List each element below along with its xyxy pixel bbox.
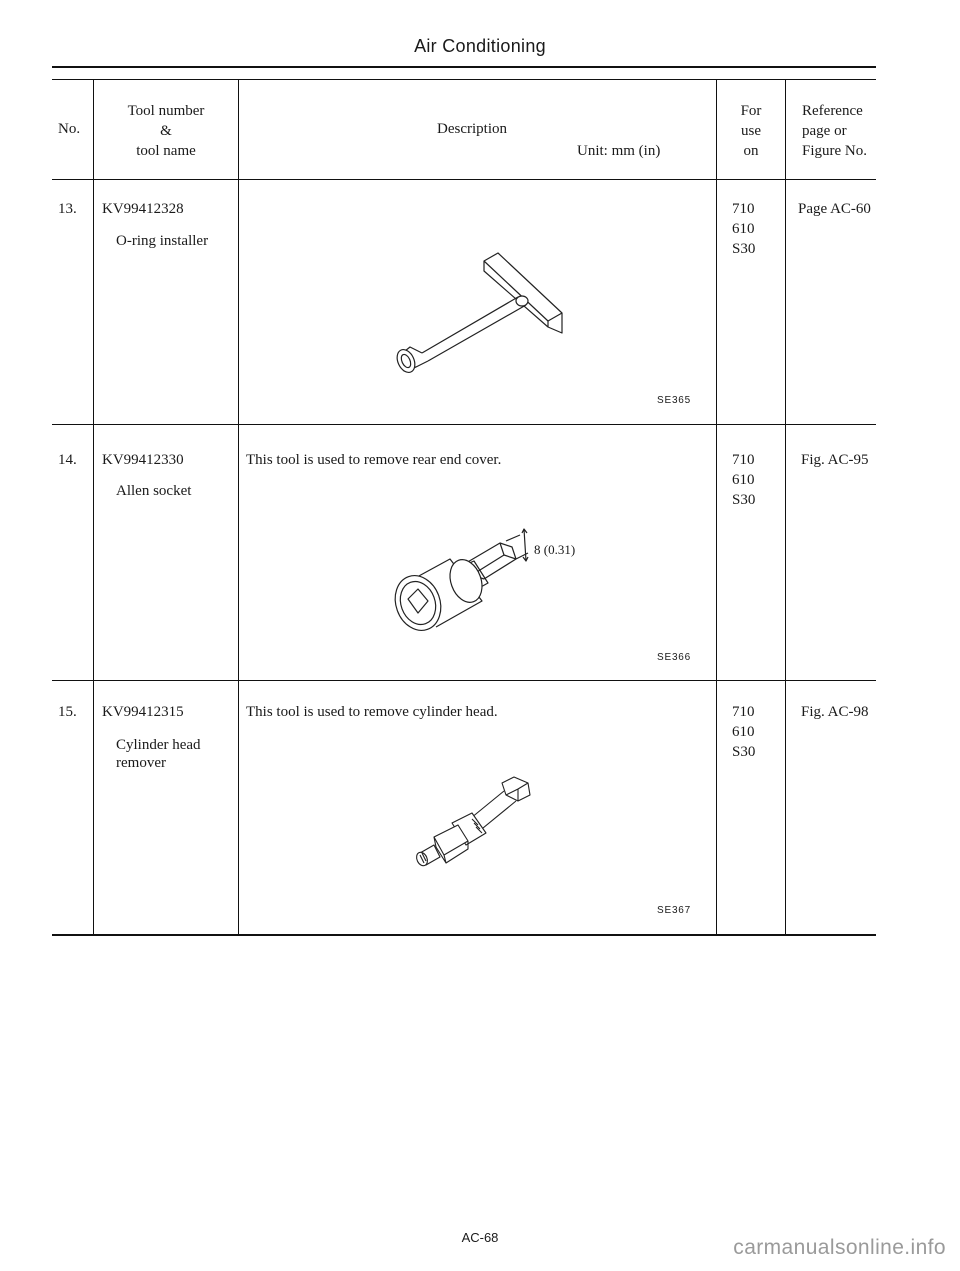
description: This tool is used to remove rear end cover. — [246, 452, 502, 468]
bottom-rule — [52, 934, 876, 936]
tool-name-line1: Cylinder head — [116, 737, 201, 753]
row-divider-14-15 — [52, 680, 876, 681]
column-divider-description — [716, 79, 717, 935]
header-for-line3: on — [743, 143, 759, 159]
figure-code: SE365 — [657, 395, 692, 406]
column-divider-no — [93, 79, 94, 935]
header-ref-line3: Figure No. — [802, 143, 867, 159]
header-unit: Unit: mm (in) — [577, 143, 661, 159]
figure-code: SE366 — [657, 652, 692, 663]
for-use-s30: S30 — [732, 241, 756, 257]
reference: Fig. AC-95 — [801, 452, 869, 468]
cylinder-head-remover-icon — [410, 775, 550, 870]
for-use-710: 710 — [732, 452, 755, 468]
reference: Page AC-60 — [798, 201, 871, 217]
for-use-610: 610 — [732, 472, 755, 488]
header-for-line2: use — [741, 123, 761, 139]
column-divider-for-use — [785, 79, 786, 935]
header-description: Description — [437, 121, 507, 137]
tool-name: Allen socket — [116, 483, 192, 499]
allen-socket-icon — [388, 525, 538, 640]
header-tool-line3: tool name — [136, 143, 196, 159]
header-top-rule — [52, 79, 876, 80]
tool-name-line2: remover — [116, 755, 166, 771]
top-rule — [52, 66, 876, 68]
header-no: No. — [58, 121, 81, 137]
header-for-line1: For — [740, 103, 762, 119]
for-use-710: 710 — [732, 201, 755, 217]
row-no: 13. — [58, 201, 77, 217]
for-use-s30: S30 — [732, 492, 756, 508]
tool-number: KV99412330 — [102, 452, 184, 468]
header-bottom-rule — [52, 179, 876, 180]
tool-number: KV99412328 — [102, 201, 184, 217]
row-no: 14. — [58, 452, 77, 468]
description: This tool is used to remove cylinder head. — [246, 704, 498, 720]
column-divider-tool — [238, 79, 239, 935]
dimension-label: 8 (0.31) — [534, 542, 576, 557]
header-ref-line2: page or — [802, 123, 847, 139]
tool-number: KV99412315 — [102, 704, 184, 720]
tool-name: O-ring installer — [116, 233, 209, 249]
reference: Fig. AC-98 — [801, 704, 869, 720]
for-use-710: 710 — [732, 704, 755, 720]
watermark-text: carmanualsonline.info — [733, 1236, 946, 1259]
header-tool-line1: Tool number — [127, 103, 205, 119]
header-ref-line1: Reference — [802, 103, 863, 119]
header-tool-line2: & — [160, 123, 172, 139]
for-use-s30: S30 — [732, 744, 756, 760]
row-divider-13-14 — [52, 424, 876, 425]
for-use-610: 610 — [732, 724, 755, 740]
page-number: AC-68 — [461, 1230, 499, 1245]
figure-code: SE367 — [657, 905, 692, 916]
for-use-610: 610 — [732, 221, 755, 237]
t-handle-installer-icon — [380, 245, 580, 385]
page-title: Air Conditioning — [414, 36, 546, 56]
row-no: 15. — [58, 704, 77, 720]
